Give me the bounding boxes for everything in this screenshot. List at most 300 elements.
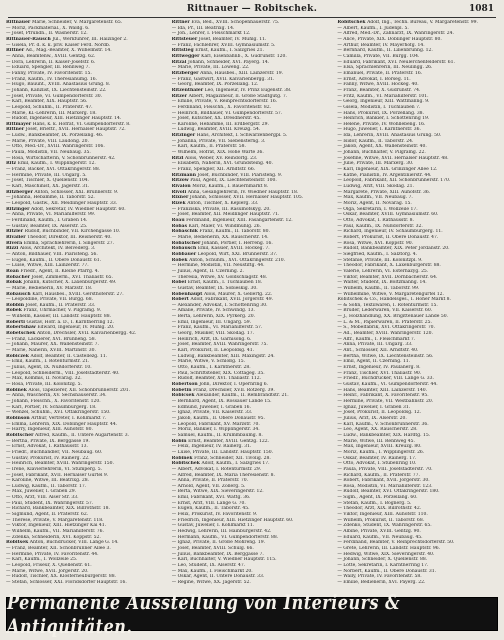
entry-details: Adolf, Kaufm., I. Salzgries 17.	[201, 461, 270, 467]
entry-details: — Fritz, Kaufm., VI. Mariahilferstr. 101.	[337, 93, 429, 99]
directory-entry	[337, 580, 498, 586]
entry-details: — Karl, Buchhalter, V. Wiedner Hauptstr. 115.	[171, 557, 277, 563]
entry-surname: Robinek	[6, 387, 29, 393]
entry-surname: Robinek	[171, 455, 195, 461]
entry-details: — Ludwig, Bankbeamter, XIII. Maxingstr. 24.	[171, 353, 275, 359]
entry-details: — Stefan, Kaufm., I. Bognerg. 5.	[337, 500, 412, 506]
entry-details: — Alfr., Kaufm., I. Fleischmarkt 7.	[337, 336, 416, 342]
entry-details: — Grete, Lehrerin, III. Landstr. Hauptstr. 96.	[337, 546, 440, 552]
entry-details: — Josef, Beamter, XII. Meidlinger Hauptstr. 71.	[171, 212, 280, 218]
entry-details: Anna, Hausbes., XIII. Lainzerstr. 19.	[200, 70, 284, 76]
entry-details: — Käthe, Pianistin, IV. Argentinierstr. 44.	[337, 172, 432, 178]
entry-details: — Marie, Witwe, XVII. Jörgerstr. 20.	[6, 568, 89, 574]
entry-details: Leo, Ingenieur, IV. Prinz Eugenstr. 38.	[204, 87, 292, 93]
entry-details: — Fanny, Private, IV. Favoritenstr. 15.	[6, 70, 92, 76]
entry-details: — Friedrich, Ingenieur, XIII. Hietzinger Hauptstr. 60.	[171, 517, 294, 523]
entry-surname: Ritzal	[171, 59, 188, 65]
entry-details: Leopold, Wirt, XXI. Brünnerstr. 37.	[197, 251, 278, 257]
entry-surname: Robert	[171, 297, 191, 303]
entry-surname: Roau	[171, 217, 187, 223]
entry-details: — Bertha, Private, IX. Berggasse 19.	[6, 438, 90, 444]
entry-details: — L. & M., Papierwaren, II. Praterstr. 25.	[337, 319, 432, 325]
entry-details: Josef, Zimmerm., XVI. Thaliastr. 65.	[31, 274, 113, 280]
entry-details: Adolf, Beamter, II. Castellezg. 11.	[30, 353, 108, 359]
entry-details: — Oskar, Beamter, IV. Rainerg. 17.	[337, 455, 417, 461]
entry-details: Emma, Sprachlehrerin, I. Singerstr. 27.	[23, 240, 115, 246]
entry-details: — Wilhelm, Kassier, III. Landstr. Hauptstr. 88.	[6, 314, 112, 320]
entry-details: — Stefan, Schlosser, XXI. Floridsdorfer Hauptstr. 16.	[6, 579, 127, 585]
entry-details: — S., Möbelfabrik, XVI. Ottakringerstr. 70.	[337, 325, 435, 331]
entry-details: Karl, Hausbes., XVIII. Gersthoferstr. 27.	[32, 291, 124, 297]
entry-details: — Max, Kaufm., VII. Neubaug. 7.	[337, 195, 413, 201]
entry-details: Anna, Gesanglehrerin, IV. Wiedner Hauptstr. 18.	[187, 189, 299, 195]
entry-surname: Rizek	[171, 201, 188, 206]
entry-details: — Marie, Bedienerin, XV. Märzstr. 18.	[6, 285, 93, 291]
entry-details: — Anna, Wäscherin, XV. Sechshauserstr. 34.	[6, 393, 107, 399]
entry-details: — Heinr., Fabrikant, X. Favoritenstr. 95.	[337, 393, 429, 399]
entry-details: Josef, Kaufm., II. Praterstr. 33.	[25, 302, 96, 308]
entry-surname: Rittner	[6, 48, 26, 54]
entry-details: — Karl, Beamter, XIX. Hauptstr. 56.	[6, 99, 88, 105]
entry-details: — Franz, Lackierer, XVI. Brunneng. 58.	[6, 336, 97, 342]
entry-details: Alois, Maurer, X. Gellertg. 22.	[203, 291, 273, 297]
entry-details: — Wilhelm, Kaufm., VII. Mariahilferstr. 76.	[6, 529, 104, 535]
entry-details: — Georg, Musiker, VIII. Skodag. 17.	[171, 331, 255, 337]
entry-surname: Roan	[6, 268, 21, 274]
entry-surname: Robak	[6, 280, 24, 286]
entry-details: — Leo, Agent, XX. Rauscherstr. 28.	[337, 427, 418, 433]
directory-column-3	[337, 20, 498, 593]
entry-details: — Norbert, Kaufm., II. Obere Donaustr. 31.	[337, 568, 437, 574]
entry-details: — Rosa, Modistin, VI. Mariahilferstr. 123.	[337, 483, 433, 489]
entry-surname: Robaschik	[171, 229, 200, 235]
entry-details: Anton, Schuhm., XVI. Ottakringerstr. 210.	[189, 257, 286, 263]
entry-details: — Heinrich, Beamter, XVIII. Währingerstr. 150.	[6, 461, 114, 467]
entry-details: Ernst, Kaufm., I. Salzgries 21.	[195, 48, 264, 54]
entry-details: Ernst, Beamter, XVIII. Gentzg. 122.	[188, 438, 270, 444]
entry-surname: Robetin	[171, 387, 194, 393]
entry-details: Moriz, Kaufm., I. Bauernmarkt 8.	[192, 184, 269, 190]
entry-details: Jul., Werkführer, III. Haizinger 2.	[52, 36, 128, 42]
entry-surname: Ritzenthaler	[171, 87, 205, 93]
entry-surname: Robas	[171, 223, 189, 229]
entry-details: Arthur, Vertreter, I. Kohlmarkt 7.	[31, 415, 107, 421]
entry-details: — Anna, Private, III. Ungarg. 33.	[337, 342, 413, 348]
entry-details: — Gustav, Beamter, IX. Alserstr. 25.	[6, 223, 88, 229]
entry-details: — Stefanie, Private, III. Kolonitzpl. 9.	[337, 257, 423, 263]
entry-surname: Ritzberger	[171, 70, 201, 76]
entry-details: — Johann, Buchhalter, V. Pilgramg. 22.	[337, 150, 426, 156]
entry-details: — Otto, Arzt, VIII. Alser Str. 33.	[6, 495, 79, 501]
entry-details: — Franziska, Private, III. Rasumofskyg. 20.	[171, 206, 271, 212]
entry-details: — Franz, Bäcker, XVI. Ottakringerstr. 88.	[6, 167, 101, 173]
entry-details: — Berta, Witwe, XIX. Sieveringerstr. 12.	[171, 489, 264, 495]
entry-surname: Robitscher	[6, 432, 36, 438]
entry-details: — Karl, Portier, IV. Schaumburgerg. 18.	[6, 404, 97, 410]
entry-details: — Camilla, Private, VII. Burgg. 104.	[337, 53, 420, 59]
entry-surname: Robel	[171, 280, 188, 286]
entry-details: — Ferdinand, Kaufm., I. Graben 14.	[6, 217, 88, 223]
entry-details: Johann, Portier, I. Herreng. 16.	[201, 240, 273, 246]
entry-details: — Jakob, Agent, XX. Wallensteinstr. 40.	[337, 144, 427, 150]
entry-details: — Marie, Private, III. Löweng. 22.	[171, 65, 250, 71]
entry-details: — Ludw., Bankbeamter, IX. Porzellang. 46.	[6, 133, 104, 139]
entry-details: — Alfred, Med.-Dr., Zahnarzt, IX. Währingerstr. 24.	[337, 31, 454, 37]
entry-details: — Heinrich, Arzt, IX. Garnisong. 6.	[171, 336, 252, 342]
entry-details: Gustav, Hofr. a. D., I. Kärntnerring 12.	[26, 319, 114, 325]
entry-details: — Leopold, Schuhm., II. Praterstr. 47.	[6, 104, 93, 110]
entry-details: — Eduard, Kaufm., VII. Neubaug. 45.	[337, 534, 423, 540]
entry-surname: Rittstieg	[171, 48, 196, 54]
entry-details: Franz, Schneider, XII. Tivolig. 28.	[194, 455, 271, 461]
entry-details: — Therese, Private, V. Margaretenstr. 118.	[6, 517, 104, 523]
entry-details: — Leopoldine, Private, VII. Burgg. 68.	[6, 297, 94, 303]
entry-details: — Wilhelmine, Witwe, V. Margaretengürtel 12.	[337, 291, 444, 297]
entry-details: — Hermine, Private, IV. Favoritenstr. 44.	[6, 551, 99, 557]
entry-details: — Eugen, Kaufm., II. Obere Donaustr. 61.	[6, 257, 102, 263]
entry-details: Emil, Kaufm., I. Wipplingerstr. 12.	[17, 161, 96, 167]
entry-details: — Valerie, Lehrerin, VI. Esterhazyg. 25.	[337, 268, 429, 274]
entry-details: Adolf, Sekretär, IV. Wiedner Hauptstr. 60.	[31, 206, 126, 212]
entry-details: — Ferdinand, Beamter, V. Reinprechtsdorferstr. 50.	[337, 540, 455, 546]
entry-details: — Julius, Agent, IX. Nußdorferstr. 10.	[6, 365, 92, 371]
entry-details: — Moriz, Agent, II. Novarag. 15.	[337, 201, 412, 206]
advertisement-banner	[6, 590, 498, 638]
entry-details: — Emil, Ingenieur, III. Ungarg. 59.	[171, 319, 252, 325]
entry-details: — Hans, Beamter, XIII. Lainzerstr. 140.	[337, 387, 428, 393]
entry-surname: Rivalon	[171, 184, 193, 190]
entry-details: — Albert, Kaufm., I. Judenpl. 5.	[337, 25, 409, 31]
entry-details: — Josef, Tischler, X. Quellenstr. 104.	[6, 178, 89, 184]
entry-details: — Joh., Lehrer, I. Fleischmarkt 12.	[171, 31, 251, 37]
entry-details: Karl, Maler, VI. Windmühlg. 26.	[188, 223, 262, 229]
entry-details: — Franz, Tischler, XVI. Thaliastr. 90.	[337, 370, 422, 376]
entry-details: Adolf, Fabrikant, XVII. Jörgerstr. 49.	[190, 297, 274, 303]
entry-surname: Robitsek	[6, 540, 30, 546]
entry-details: — & Sohn, Textilwaren, I. Rotenturmstr. 15.	[337, 302, 438, 308]
entry-details: — Ant., Schlosser, XII. Arndtstr. 40.	[337, 348, 419, 354]
entry-details: — Josef, Prokurist, II. Leopoldsg. 12.	[337, 410, 422, 416]
entry-details: — Robert, Prokurist, II. Obere Donaustr. 47.	[337, 234, 439, 240]
entry-details: — Walter, Student, IX. Boltzmanng. 14.	[337, 280, 427, 286]
directory-column-2	[172, 20, 333, 593]
entry-details: — Karl, Prokurist, II. Leopoldsg. 41.	[171, 348, 255, 354]
entry-details: — Alice, Private, XIX. Döblinger Hauptstr. 80.	[337, 36, 442, 42]
entry-details: — Wenzel, Schuhm., XVI. Ottakringerstr. 150.	[6, 410, 111, 416]
entry-details: — Emil, Fabrikant, XVI. Wattg. 36.	[171, 495, 251, 501]
entry-details: — Arthur, Beamter, IV. Mayerhofg. 14.	[337, 42, 425, 48]
entry-details: — Ferdinand, Fleischh., X. Favoritenstr. 82.	[171, 104, 271, 110]
entry-details: — Theodor, Fabrikant, X. Laxenburgerstr. 88.	[337, 263, 441, 269]
entry-details: — Jakob, Kaufm., II. Obere Donaustr. 95.	[171, 415, 265, 421]
entry-surname: Rivera	[6, 240, 24, 246]
entry-details: — Isidor, Kaufm., II. Taborstr. 24.	[337, 138, 414, 144]
entry-details: Theodor, Direktor, III. Reisnerstr. 40.	[27, 234, 112, 240]
entry-details: — Ludwig, Beamter, XVIII. Kreuzg. 54.	[171, 127, 261, 133]
entry-details: — Karl, Kaufm., II. Praterstr. 58.	[171, 144, 246, 150]
entry-details: — Josef, Beamter, XVIII. Währingerstr. 75.	[171, 342, 268, 348]
columns	[6, 20, 498, 593]
entry-details: — Ignaz, Juwelier, I. Graben 31.	[337, 404, 411, 410]
entry-surname: Robenhaupt	[171, 291, 204, 297]
entry-details: — Paul, Schriftsteller, XIX. Cottageg. 35.	[171, 370, 265, 376]
entry-details: — Marie, Näherin, XVIII. Martinstr. 30.	[6, 348, 96, 354]
entry-details: — Helene, Private, IV. Wohllebeng. 16.	[337, 121, 426, 127]
entry-details: — Sigm., Agent, IX. Porzellang. 60.	[337, 495, 418, 501]
entry-details: — Wally, Private, IV. Favoritenstr. 58.	[337, 574, 422, 580]
running-title: Rittnauer — Robitschek.	[186, 4, 318, 14]
entry-details: — Anna, Private, VI. Mariahilferstr. 99.	[6, 212, 96, 218]
entry-surname: Rivalier	[6, 234, 28, 240]
entry-details: — Emil, Kaufm., I. Rotenturmstr. 21.	[6, 359, 90, 365]
entry-details: — Josef, Beamter, XVIII. Schulg. 66.	[171, 546, 254, 552]
entry-details: — Ludw., Bankbeamter, XIX. Hardtg. 15.	[337, 432, 431, 438]
entry-details: — Franz, Gastwirt, XVII. Kalvarienbergg. 31.	[171, 76, 275, 82]
entry-details: — Paul, Student, IX. Währingerstr. 57.	[6, 500, 94, 506]
entry-surname: Ritzl	[171, 155, 186, 161]
entry-details: Karl, Eisenbahnb., X. Gudrunstr. 120.	[201, 53, 287, 59]
entry-surname: Ritzmann	[171, 172, 198, 178]
entry-surname: Ritzberger	[6, 189, 35, 195]
entry-surname: Ritzow	[171, 178, 191, 184]
entry-details: Robitschek & Co., Handelsges., I. Hoher Markt 8.	[337, 297, 451, 303]
entry-details: — Wilhelm, Kaufm., II. Taborstr. 99.	[337, 285, 420, 291]
entry-details: Marie, Schneider, V. Margaretenstr. 65.	[31, 20, 123, 25]
entry-surname: Robek	[171, 257, 190, 263]
entry-details: — Julie, Private, III. Marxerg. 30.	[337, 161, 414, 167]
entry-surname: Robausch	[171, 246, 198, 252]
entry-details: Ernst, Kaufm., I. Tuchlauben 18.	[187, 280, 263, 286]
entry-details: — Alfred, Beamter, IX. Maria Theresienstr. 8.	[171, 472, 275, 478]
entry-details: Anton, Drechsler, XVII. Kalvarienbergg. 42.	[36, 331, 137, 337]
entry-details: — Felix, Prokurist, IV. Favoritenstr. 9.	[171, 512, 258, 518]
entry-details: — Leopold, Fabrikant, XII. Schönbrunnerstr. 170.	[337, 178, 451, 184]
entry-details: Rudolf, Buchbinder, VII. Kirchengasse 10.	[24, 229, 121, 235]
entry-details: — Richard, Ingenieur, IV. Schaumburgerg. 11.	[337, 229, 443, 235]
entry-details: — Max, Kommis, II. Novarag. 32.	[6, 376, 82, 382]
entry-details: — Franz, Kaufm., IV. Theresianumg. 16.	[6, 76, 98, 82]
entry-details: — Josefine, Witwe, XVII. Hernalser Hauptstr. 48.	[337, 155, 449, 161]
entry-details: — Ad., Beamter, XVIII. Währingerstr. 120.	[337, 331, 433, 337]
entry-details: — Oskar, Beamter, XVIII. Gymnasiumstr. 60.	[337, 212, 439, 218]
entry-details: — Franz, Beamter, XII. Schönbrunner Allee 3.	[6, 546, 111, 552]
entry-details: — Johann, Schneider, X. Quellenstr. 88.	[337, 557, 428, 563]
entry-details: — Samuel, Kaufm., II. Krummbaumg. 8.	[171, 432, 263, 438]
entry-details: — Marie, Witwe, V. Schloßg. 15.	[171, 359, 246, 365]
entry-details: — Otto, Med.-Dr., XVIII. Währingerstr. 106.	[6, 144, 105, 150]
entry-details: — Paula, Modistin, VII. Neubaug. 35.	[6, 150, 91, 156]
entry-details: — Max, Juwelier, I. Graben 29.	[6, 489, 76, 495]
entry-surname: Robertshaw	[6, 325, 38, 331]
entry-details: — Leopold, Fabrikant, XV. Märzstr. 70.	[171, 421, 260, 427]
header-rule	[8, 17, 496, 18]
entry-surname: Ritzer	[171, 93, 189, 99]
entry-details: — Berta, Lehrerin, XIX. Pyrkerg. 20.	[171, 314, 255, 320]
entry-details: — Julius, Bankbeamter, IX. Berggasse 7.	[171, 551, 264, 557]
entry-details: — Emma, Lehrerin, XIX. Döblinger Hauptstr. 44.	[6, 421, 118, 427]
entry-details: — Max, Kaufm., I. Fleischmarkt 20.	[171, 568, 253, 574]
entry-details: — Hermine, Private, III. Ungarg. 5.	[6, 172, 87, 178]
entry-details: Ferdinand, Ingenieur, XIII. Fasangartenstr. 12.	[186, 217, 293, 223]
entry-details: — Richard, Kaufm., II. Praterstr. 77.	[337, 472, 420, 478]
entry-details: Johann, Schneider, XVI. Payerg. 14.	[187, 59, 270, 65]
entry-surname: Robacher	[6, 274, 32, 280]
entry-details: Franz, Drechsler, XVII. Rötzerg. 39.	[193, 387, 275, 393]
entry-surname: Roberti	[6, 319, 27, 325]
entry-details: — Paul, Kaufm., IX. Nußdorferstr. 32.	[337, 223, 423, 229]
entry-details: — Lotte, Sekretärin, I. Kärntnerring 17.	[337, 563, 429, 568]
entry-details: — Karl, Kaufm., V. Schönbrunnerstr. 36.	[337, 421, 429, 427]
entry-details: — Marie, Private, VIII. Laudong. 20.	[6, 138, 89, 144]
entry-surname: Robinson	[6, 415, 32, 421]
entry-surname: Robbauer	[171, 251, 198, 257]
entry-details: — Ernst, Advokat, I. Börseg. 11.	[337, 76, 411, 82]
entry-details: — Hermine, Private, VII. Westbahnstr. 20.	[337, 398, 434, 404]
entry-details: — Amalie, Private, IV. Schwindg. 13.	[171, 308, 255, 314]
entry-details: — Josef, Private, VI. Gumpendorferstr. 30.	[6, 93, 103, 99]
entry-details: — Olga, Sekretärin, I. Wollzeile 17.	[337, 206, 418, 212]
entry-details: — Johann, Maurer, XX. Wallensteinstr. 7.	[6, 342, 99, 348]
entry-details: — Hugo, Juwelier, I. Kärntnerstr. 36.	[337, 127, 421, 133]
entry-surname: Rizzi	[6, 246, 20, 252]
entry-details: — Leopold, Schneiderm., VIII. Josefstädterstr. 40.	[6, 370, 120, 376]
entry-details: — Ida, Pr., III. Beatrixg. 14.	[171, 25, 235, 31]
entry-details: Josef, Buchbinder, VIII. Piaristeng. 9.	[197, 172, 283, 178]
entry-details: — Leopold, Gastw., XII. Meidlinger Hauptstr. 33.	[6, 201, 118, 206]
entry-details: — Moriz, Kaufm., I. Wipplingerstr. 26.	[337, 449, 425, 455]
entry-details: — Eugen, Kaufm., II. Taborstr. 45.	[171, 506, 250, 512]
entry-details: — Wilhelm, Hofrat, XIX. Hohe Warte 36.	[171, 150, 264, 156]
entry-details: — Regine, Witwe, XX. Jägerstr. 52.	[171, 579, 251, 585]
entry-details: — Albert, Advokat, I. Rotenturmstr. 29.	[171, 466, 262, 472]
entry-details: Josef, Brieftr., XVII. Hernalser Hauptstr. 72.	[25, 127, 126, 133]
entry-details: — Friedr., Buchhändler, VII. Neubaug. 60.	[6, 449, 103, 455]
entry-details: Johann, Schlosser, XVII. Hernalser Hauptstr. 105.	[189, 195, 304, 201]
entry-details: — Otto, Advokat, I. Stubenring 10.	[337, 461, 417, 467]
entry-details: Emil, Kassier, XVIII. Hockeg. 7.	[197, 246, 270, 252]
entry-details: Franz, Kaufm., II. Taborstr. 80.	[199, 229, 270, 235]
entry-details: Edward, Ingenieur, IV. Mühlg. 20.	[37, 325, 115, 331]
entry-details: — Rudolf, Bankbeamter, XIX. Peter Jordanstr. 20.	[337, 246, 450, 252]
entry-details: — Otto, Kaufm., I. Kärntnerstr. 28.	[171, 365, 251, 371]
entry-details: — Bertha, Witwe, IX. Liechtensteinstr. 56.	[337, 353, 434, 359]
entry-details: — Gustav, Beamter, IX. Sobieskig. 30.	[171, 285, 258, 291]
entry-surname: Rittmayer	[6, 121, 33, 127]
entry-surname: Rittsteuer	[171, 36, 199, 42]
entry-details: — Fanny, Witwe, XVIII. Hockeg. 40.	[337, 82, 419, 88]
entry-details: — Marie, Bedienerin, XX. Rauscherstr. 14.	[171, 234, 269, 240]
entry-details: — Anna, Private, II. Praterstr. 70.	[171, 478, 249, 484]
entry-details: — Johanna, Hebamme, II. Taborstr. 52.	[6, 195, 95, 201]
entry-details: — Gustav, Prokurist, IV. Rainerg. 22.	[6, 455, 90, 461]
entry-details: — Franz, Beamter, X. Gudrunstr. 74.	[337, 87, 421, 93]
entry-details: — Josef, Kutscher, XX. Dresdnerstr. 45.	[171, 116, 261, 122]
entry-details: — Gustav, Kaufm., VI. Gumpendorferstr. 44.	[337, 382, 438, 387]
entry-surname: Ritzler	[6, 229, 25, 235]
entry-details: — Sigmund, Agent, II. Praterstr. 62.	[6, 512, 89, 518]
entry-details: — Zdenko, Student, IX. Währingerstr. 65.	[337, 523, 432, 529]
entry-details: — Hugo, Bauunt., XVIII. Anastasius Grüng. 8.	[6, 82, 111, 88]
entry-details: — Marie, Kl.-Lehrerin, III. Marxerg. 18.	[6, 110, 97, 116]
entry-details: — Oskar, Agent, II. Untere Donaustr. 33.	[171, 574, 265, 580]
entry-details: — Ida, Lehrerin, XVIII. Anastasius Grüng. 50.	[337, 133, 442, 139]
entry-details: — Viktor, Ingenieur, XIII. Hietzinger Kai 41.	[6, 523, 107, 529]
entry-details: Josef, Beamter, IV. Mühlg. 11.	[198, 36, 267, 42]
entry-details: — Johann, Fleischh., X. Favoritenstr. 120.	[6, 398, 101, 404]
entry-details: — Hedwig, Witwe, XIX. Sieveringerstr. 40.	[337, 551, 435, 557]
entry-details: — Gisela, Modistin, I. Tuchlauben 7.	[337, 104, 421, 110]
entry-details: — Theodor, Arzt, XIX. Billrothstr. 42.	[337, 506, 422, 512]
entry-details: — Rudolf, Beamter, XVI. Thaliastr. 112.	[171, 376, 262, 382]
entry-details: — Alexander, Advokat, I. Schottenring 30.	[171, 302, 268, 308]
entry-details: — Edmund, Juwelier, I. Graben 16.	[171, 404, 251, 410]
entry-details: — Karl, Ingenieur, XIX. Grinzinger Allee 12.	[337, 167, 438, 173]
entry-details: Ad., Mag.-Beamter, X. Wilhelmstr. 14.	[25, 48, 112, 54]
entry-details: — Siegfried, Kaufm., I. Salztorg. 4.	[337, 251, 418, 257]
entry-details: — Josef, Fabrikant, XVII. Hernalser Gürtel 9.	[6, 472, 109, 478]
entry-surname: Ritz	[6, 161, 18, 167]
entry-details: Eva, Bed., XVIII. Schopenhauerstr. 75.	[191, 20, 280, 25]
entry-details: — Max, Ingenieur, XVIII. Kreuzg. 80.	[337, 444, 422, 450]
page-number: 1081	[468, 4, 494, 14]
entry-details: Anton, Buchdrucker, VIII. Lange G. 14.	[29, 540, 119, 546]
entry-details: — Paula, Private, VIII. Josefstädterstr. 70.	[337, 466, 433, 472]
entry-details: — Viktor, Ingenieur, XIII. Auhofstr. 110.	[337, 512, 428, 518]
entry-details: — Ernst, Arzt, VIII. Lange G. 70.	[171, 500, 246, 506]
entry-details: — Emilie, Bedienerin, XVI. Payerg. 22.	[337, 579, 426, 585]
entry-details: — Hermann, Kaufm., VI. Gumpendorferstr. 88.	[171, 534, 279, 540]
entry-details: — Georg, Ingenieur, XIII. Wattmanng. 9.	[337, 99, 430, 105]
entry-details: — Franz, Fachlehrer, XVIII. Gymnasiumstr. 5.	[171, 42, 276, 48]
entry-details: — Ignaz, Private, II. Große Mohreng. 19.	[171, 540, 266, 546]
entry-details: — Leo, Student, IX. Alserstr. 47.	[171, 563, 246, 568]
entry-details: — Leopold, Friseur, X. Quellenstr. 61.	[6, 563, 92, 568]
entry-surname: Robitschek	[171, 461, 202, 467]
entry-details: Friedr., Agent, II. Kleine Pfarrg. 4.	[20, 268, 100, 274]
entry-details: — Otto, Advokat, I. Rathausstr. 8.	[337, 217, 414, 223]
directory-column-1	[6, 20, 167, 593]
entry-details: — Rosa, Wirtschafterin, V. Schönbrunnerstr. 42.	[6, 155, 116, 161]
banner-text: Permanente Ausstellung von Interieurs & Antiquitäten.	[7, 590, 401, 638]
entry-details: — Hermine, Modistin, VII. Neustiftg. 44.	[171, 263, 265, 269]
entry-details: — Karl, Maschinist, XX. Jägerstr. 31.	[6, 184, 90, 190]
directory-entry	[172, 580, 333, 586]
entry-details: — Josef, Pfründn., II. Wasnerstr. 12.	[6, 31, 88, 37]
entry-details: — Felix, Ingenieur, IV. Rainerg. 31.	[171, 444, 252, 450]
entry-details: Anton, Tischler, X. Keplerg. 33.	[187, 201, 259, 206]
entry-details: Alois, Architekt, IV. Belvederg. 3.	[19, 246, 96, 252]
entry-details: — Ernst, Advokat, I. Rathausstr. 13.	[6, 444, 88, 450]
entry-details: — Gustav, Juwelier, I. Kohlmarkt 11.	[171, 523, 255, 529]
entry-surname: Rittner	[171, 20, 192, 25]
entry-details: — Rosa, Witwe, XVI. Koppstr. 90.	[337, 240, 413, 246]
entry-details: — Bernhard, Kaufm., II. Lilienbrunng. 12.	[337, 48, 433, 54]
entry-details: — Hedwig, Lehrerin, III. Hainburgerstr. 42.	[171, 529, 272, 535]
entry-details: — Brüder, Lederwaren, VII. Kaiserstr. 60.	[337, 308, 433, 314]
page-header	[0, 4, 504, 18]
entry-details: — Franz, Kaufm., VI. Mariahilferstr. 57.	[171, 325, 263, 331]
entry-details: — Zdenka, Schneiderin, XVI. Koppstr. 52.	[6, 534, 101, 540]
entry-details: — Elisabeth, Näherin, XVI. Grundsteing. 40.	[171, 161, 273, 167]
entry-details: — Friedr., Buchdrucker, VIII. Lange G. 33.	[337, 376, 434, 382]
entry-details: Franz, Uhrmacher, V. Pilgramg. 9.	[23, 308, 102, 314]
entry-details: — Viktor, Beamter, XVII. Dornbacherstr. 64.	[337, 274, 438, 280]
entry-details: — Karoline, Witwe, III. Beatrixg. 28.	[6, 478, 89, 484]
entry-details: Alfred, Kaufm., II. Untere Augartenstr. 3.	[35, 432, 130, 438]
entry-surname: Robek	[6, 308, 24, 314]
entry-details: — Luise, Witwe, XIII. Lainzerstr. 77.	[6, 263, 89, 269]
entry-details: — Franz, Spengler, XII. Arndtstr. 66.	[171, 167, 256, 173]
